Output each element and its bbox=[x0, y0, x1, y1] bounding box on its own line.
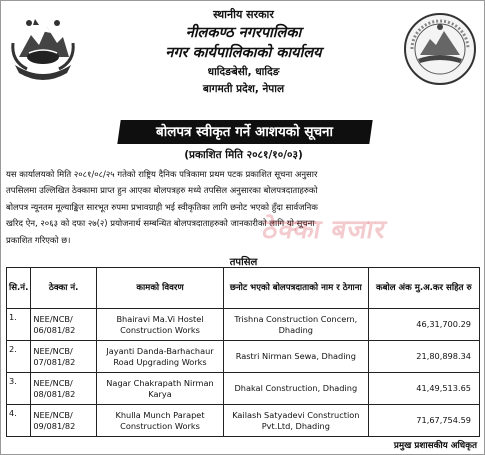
row-contract-no: NEE/NCB/ 09/081/82 bbox=[31, 405, 97, 437]
table-row bbox=[7, 405, 480, 437]
notice-body-line: तपसिलमा उल्लिखित ठेक्कामा प्राप्त हुन आएका बोलपत्रहरु मध्ये तपसिल अनुसारका बोलपत्रदाताहरुको bbox=[6, 185, 318, 196]
table-row bbox=[7, 341, 480, 373]
notice-body-line: बोलपत्र न्यूनतम मूल्याङ्कित सारभूत रुपमा प्रभावग्राही भई स्वीकृतिका लागि छनोट भएको हुँदा सार्वजनिक bbox=[6, 201, 318, 212]
notice-title: बोलपत्र स्वीकृत गर्ने आशयको सूचना bbox=[156, 124, 334, 140]
header-serial: सि.नं. bbox=[7, 268, 31, 309]
contracts-table bbox=[6, 267, 480, 437]
notice-body-line: यस कार्यालयको मिति २०८१/०८/२५ गतेको राष्ट्रिय दैनिक पत्रिकामा प्रथम पटक प्रकाशित सूचना अनुसार bbox=[6, 169, 318, 179]
notice-body bbox=[6, 166, 481, 248]
row-bidder: Rastri Nirman Sewa, Dhading bbox=[223, 341, 368, 373]
table-row bbox=[7, 373, 480, 405]
row-work: Nagar Chakrapath Nirman Karya bbox=[97, 373, 224, 405]
row-bidder: Kailash Satyadevi Construction Pvt.Ltd, Dhading bbox=[223, 405, 368, 437]
row-amount: 21,80,898.34 bbox=[368, 341, 479, 373]
row-bidder: Trishna Construction Concern, Dhading bbox=[223, 309, 368, 341]
publication-date: (प्रकाशित मिति २०८१/१०/०३) bbox=[184, 149, 303, 161]
row-contract-no: NEE/NCB/ 07/081/82 bbox=[31, 341, 97, 373]
header-amount: कबोल अंक मु.अ.कर सहित रु bbox=[368, 268, 479, 309]
row-work: Jayanti Danda-Barhachaur Road Upgrading Works bbox=[97, 341, 224, 373]
row-amount: 46,31,700.29 bbox=[368, 309, 479, 341]
notice-body-line: प्रकाशित गरिएको छ। bbox=[6, 234, 71, 245]
row-serial: 1. bbox=[7, 309, 31, 341]
office-name: नगर कार्यपालिकाको कार्यालय bbox=[165, 45, 322, 61]
signature-title: प्रमुख प्रशासकीय अधिकृत bbox=[393, 441, 477, 451]
row-bidder: Dhakal Construction, Dhading bbox=[223, 373, 368, 405]
government-label: स्थानीय सरकार bbox=[213, 8, 274, 21]
row-serial: 4. bbox=[7, 405, 31, 437]
table-header-row bbox=[7, 268, 480, 309]
notice-body-line: खरिद ऐन, २०६३ को दफा २७(२) प्रयोजनार्थ सम्बन्धित बोलपत्रदाताहरुको जानकारीको लागि यो सूचना bbox=[6, 218, 315, 229]
header-contract-no: ठेक्का नं. bbox=[31, 268, 97, 309]
watermark: ठेक्का बजार bbox=[260, 215, 389, 245]
province-name: बागमती प्रदेश, नेपाल bbox=[202, 83, 285, 95]
row-work: Bhairavi Ma.Vi Hostel Construction Works bbox=[97, 309, 224, 341]
row-amount: 71,67,754.59 bbox=[368, 405, 479, 437]
row-work: Khulla Munch Parapet Construction Works bbox=[97, 405, 224, 437]
office-address: धादिङबेसी, धादिङ bbox=[207, 66, 280, 78]
table-caption: तपसिल bbox=[229, 257, 258, 268]
table-row bbox=[7, 309, 480, 341]
municipality-name: नीलकण्ठ नगरपालिका bbox=[185, 25, 302, 41]
header-bidder: छनोट भएको बोलपत्रदाताको नाम र ठेगाना bbox=[223, 268, 368, 309]
row-contract-no: NEE/NCB/ 06/081/82 bbox=[31, 309, 97, 341]
row-amount: 41,49,513.65 bbox=[368, 373, 479, 405]
notice-title-banner bbox=[117, 120, 372, 144]
row-contract-no: NEE/NCB/ 08/081/82 bbox=[31, 373, 97, 405]
row-serial: 3. bbox=[7, 373, 31, 405]
header-work: कामको विवरण bbox=[97, 268, 224, 309]
row-serial: 2. bbox=[7, 341, 31, 373]
